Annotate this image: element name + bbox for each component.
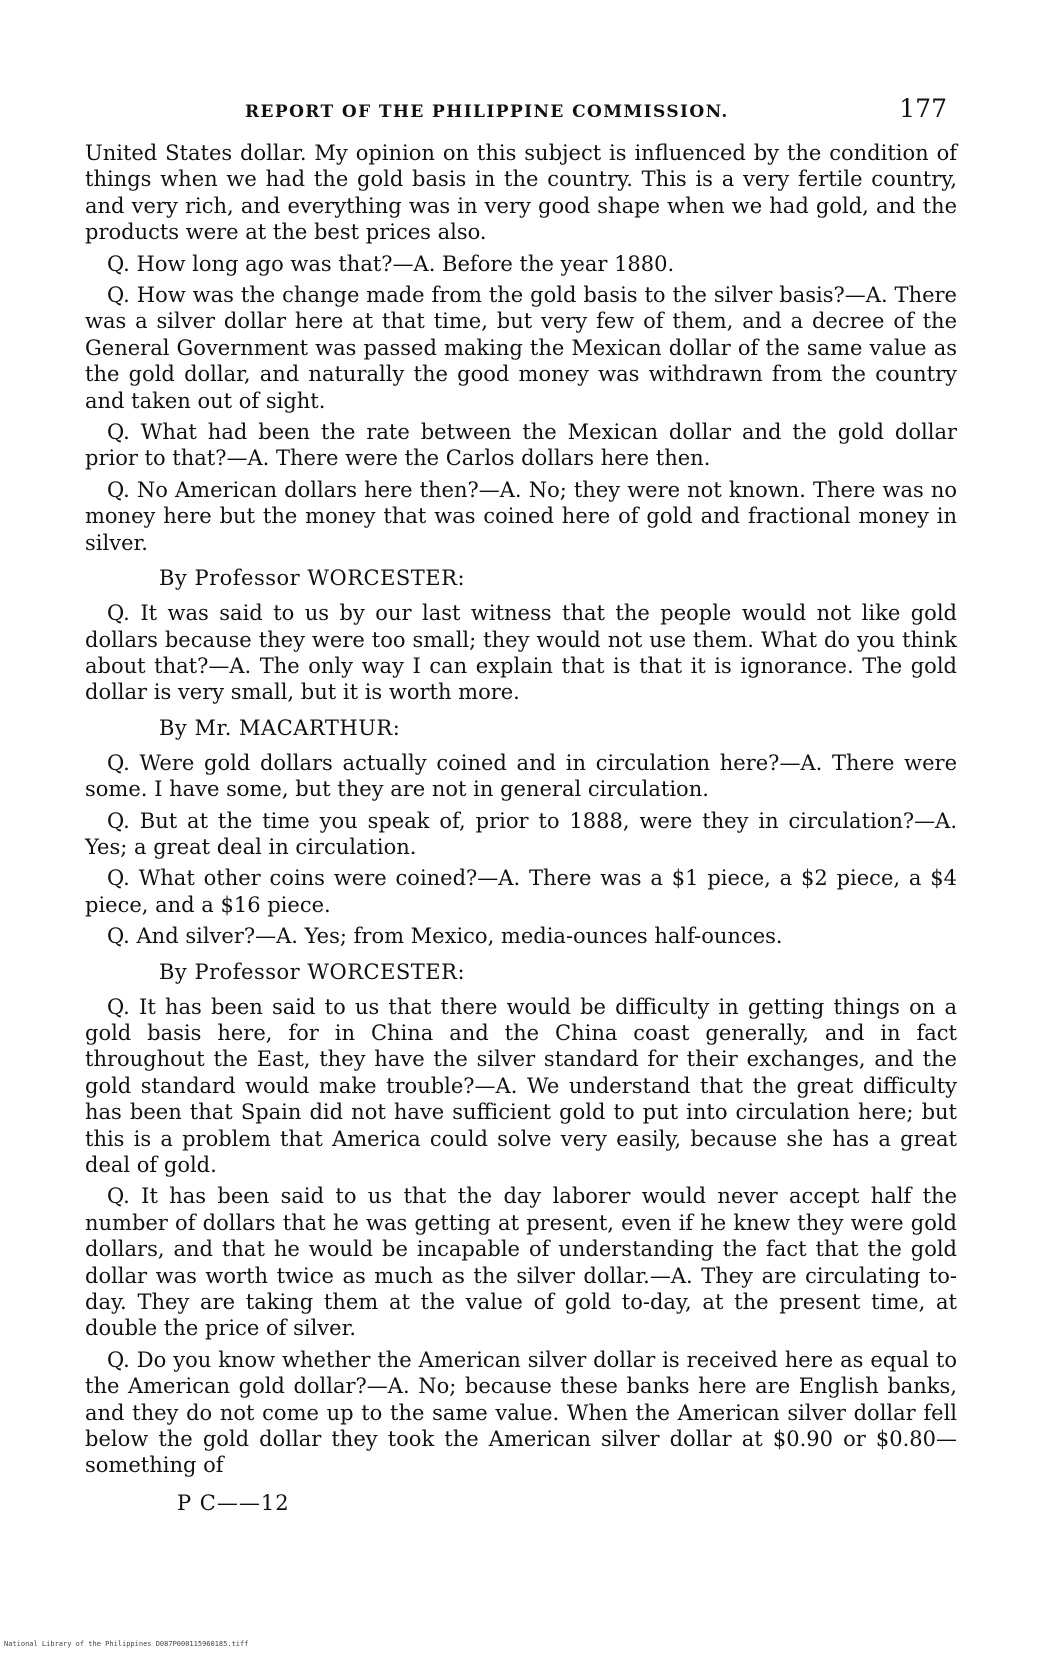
speaker-heading: By Professor WORCESTER:	[159, 959, 466, 984]
question-answer: Q. Were gold dollars actually coined and in circulation here?—A. There were some. I have some, but they are not in general circulation.	[85, 750, 957, 802]
question-answer: Q. What other coins were coined?—A. There was a $1 piece, a $2 piece, a $4 piece, and a $16 piece.	[85, 866, 957, 917]
question-answer: Q. Do you know whether the American silver dollar is received here as equal to the American gold dollar?—A. No; because these banks here are English banks, and they do not come up to the same value. When the American silver dollar fell below the gold dollar they took the American silver dollar at $0.90 or $0.80—something of	[85, 1347, 957, 1478]
page-header	[85, 94, 957, 134]
question-answer: Q. No American dollars here then?—A. No; they were not known. There was no money here but the money that was coined here of gold and fractional money in silver.	[85, 477, 957, 555]
question-answer: Q. It has been said to us that there would be difficulty in getting things on a gold basis here, for in China and the China coast generally, and in fact throughout the East, they have the silver standard for their exchanges, and the gold standard would make trouble?—A. We understand that the great difficulty has been that Spain did not have sufficient gold to put into circulation here; but this is a problem that America could solve very easily, because she has a great deal of gold.	[85, 994, 957, 1177]
page-number: 177	[899, 94, 947, 123]
question-answer: Q. It was said to us by our last witness that the people would not like gold dollars because they were too small; they would not use them. What do you think about that?—A. The only way I can explain that is that it is ignorance. The gold dollar is very small, but it is worth more.	[85, 601, 957, 705]
paragraph: United States dollar. My opinion on this subject is influenced by the condition of things when we had the gold basis in the country. This is a very fertile country, and very rich, and everything was in very good shape when we had gold, and the products were at the best prices also.	[85, 141, 957, 245]
question-answer: Q. It has been said to us that the day laborer would never accept half the number of dollars that he was getting at present, even if he knew they were gold dollars, and that he would be incapable of understanding the fact that the gold dollar was worth twice as much as the silver dollar.—A. They are circulating to-day. They are taking them at the value of gold to-day, at the present time, at double the price of silver.	[85, 1184, 957, 1341]
question-answer: Q. What had been the rate between the Mexican dollar and the gold dollar prior to that?—A. There were the Carlos dollars here then.	[85, 420, 957, 471]
question-answer: Q. And silver?—A. Yes; from Mexico, media-ounces half-ounces.	[107, 924, 783, 949]
scan-footer: National Library of the Philippines D087P000115960185.tiff	[4, 1640, 249, 1648]
question-answer: Q. How was the change made from the gold basis to the silver basis?—A. There was a silver dollar here at that time, but very few of them, and a decree of the General Government was passed making the Mexican dollar of the same value as the gold dollar, and naturally the good money was withdrawn from the country and taken out of sight.	[85, 283, 957, 413]
question-answer: Q. But at the time you speak of, prior to 1888, were they in circulation?—A. Yes; a great deal in circulation.	[85, 808, 957, 859]
document-page	[85, 94, 957, 1515]
body-text	[85, 140, 957, 1479]
speaker-heading: By Mr. MACARTHUR:	[159, 715, 401, 740]
running-head: REPORT OF THE PHILIPPINE COMMISSION.	[245, 102, 729, 122]
question-answer: Q. How long ago was that?—A. Before the year 1880.	[107, 251, 675, 276]
speaker-heading: By Professor WORCESTER:	[159, 566, 466, 591]
signature-mark: P C——12	[177, 1490, 290, 1515]
